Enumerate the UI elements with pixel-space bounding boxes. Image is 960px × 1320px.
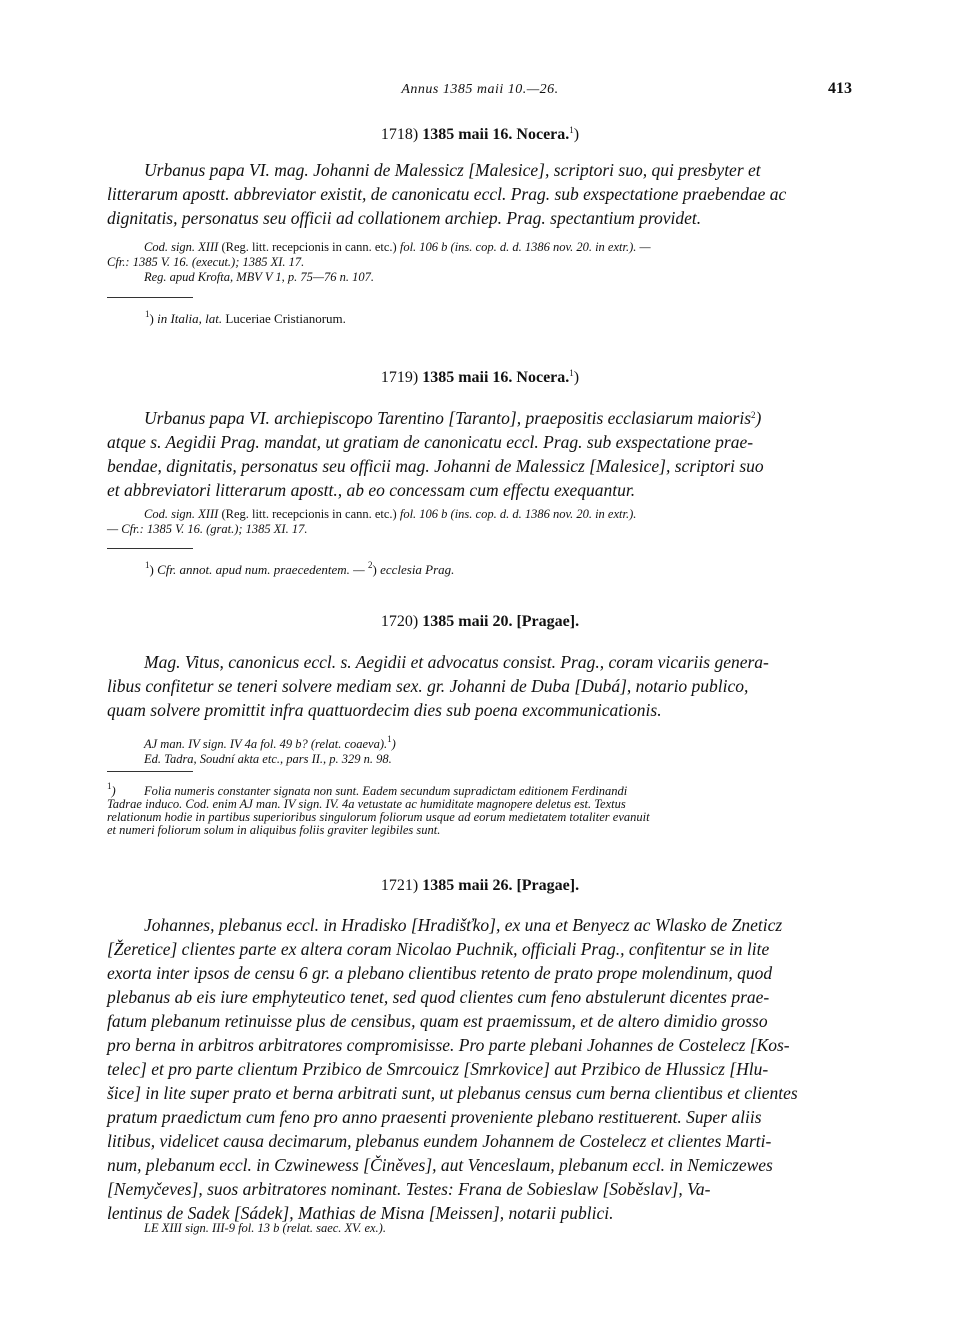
footnote-1719: $^1$) Cfr. annot. apud num. praecedentem. — $^2$) ecclesia Prag.: [145, 560, 455, 577]
sources-1721: LE XIII sign. III-9 fol. 13 b (relat. saec. XV. ex.).: [144, 1221, 386, 1235]
sources-1718: Cod. sign. XIII (Reg. litt. recepcionis in cann. etc.) fol. 106 b (ins. cop. d. d. 1386 nov. 20. in extr.). — Cfr.: 1385 V. 16. (execut.); 1385 XI. 17. Reg. apud Krofta, MBV V 1, p. 75—76 n. 107.: [107, 240, 651, 284]
sources-1720: AJ man. IV sign. IV 4a fol. 49 b? (relat. coaeva).$^1$) Ed. Tadra, Soudní akta etc., pars II., p. 329 n. 98.: [144, 734, 396, 766]
footnote-1720: $^1$) Folia numeris constanter signata non sunt. Eadem secundum supradictam editionem Ferdinandi Tadrae induco. Cod. enim AJ man. IV sign. IV. 4a vetustate ac humiditate magnopere deletus est. Textus relationum hodie in partibus superioribus singulorum foliorum usque ad eorum medietatem totaliter evanuit et numeri foliorum solum in aliquibus foliis graviter legibiles sunt.: [107, 781, 650, 837]
regest-1718: Urbanus papa VI. mag. Johanni de Malessicz [Malesice], scriptori suo, qui presbyter et litterarum apostt. abbreviator existit, de canonicatu eccl. Prag. sub exspectatione praebendae ac dignitatis, personatus seu officii ad collationem archiep. Prag. spectantium providet.: [107, 160, 787, 228]
sources-1719: Cod. sign. XIII (Reg. litt. recepcionis in cann. etc.) fol. 106 b (ins. cop. d. d. 1386 nov. 20. in extr.). — Cfr.: 1385 V. 16. (grat.); 1385 XI. 17.: [107, 507, 637, 536]
footnote-rule: [107, 548, 193, 549]
regest-1719: Urbanus papa VI. archiepiscopo Tarentino [Taranto], praepositis ecclasiarum maioris$^2$) atque s. Aegidii Prag. mandat, ut gratiam de canonicatu eccl. Prag. sub exspectatione prae- bendae, dignitatis, personatus seu officii mag. Johanni de Malessicz [Malesice], scriptori suo et abbreviatori litterarum apostt., ab eo concessam cum effectu exequantur.: [107, 408, 764, 500]
entry-heading-1718: 1718) 1385 maii 16. Nocera.$^1$): [380, 125, 580, 143]
footnote-rule: [107, 771, 193, 772]
regest-1720: Mag. Vitus, canonicus eccl. s. Aegidii et advocatus consist. Prag., coram vicariis genera- libus confitetur se teneri solvere mediam sex. gr. Johanni de Duba [Dubá], notario publico, quam solvere promittit infra quattuordecim dies sub poena excommunicationis.: [107, 652, 769, 720]
footnote-rule: [107, 297, 193, 298]
regest-1721: Johannes, plebanus eccl. in Hradisko [Hradišťko], ex una et Benyecz ac Wlasko de Zneticz [Žeretice] clientes parte ex altera coram Nicolao Puchnik, officiali Prag., confitentur se in lite exorta inter ipsos de censu 6 gr. a plebano clientibus retento de prato prope molendinum, quod plebanus ab eis iure emphyteutico tenet, sed quod clientes cum feno abstulerunt dicentes prae- fatum plebanum retinuisse plus de censibus, quam est praemissum, et de altero dimidio grosso pro berna in arbitros arbitratores compromisisse. Pro parte plebani Johannes de Costelecz [Kos- telec] et pro parte clientum Przibico de Smrcouicz [Smrkovice] aut Przibico de Hlussicz [Hlu- šice] in lite super prato et berna arbitrati sunt, ut plebanus census cum berna clientibus et clientes pratum praedictum cum feno pro anno praesenti proveniente plebano restituerent. Super aliis litibus, videlicet causa decimarum, plebanus eundem Johannem de Costelecz et clientes Marti- num, plebanum eccl. in Czwinewess [Činěves], aut Venceslaum, plebanum eccl. in Nemiczewes [Nemyčeves], suos arbitratores nominant. Testes: Frana de Sobieslaw [Soběslav], Va- lentinus de Sadek [Sádek], Mathias de Misna [Meissen], notarii publici.: [107, 915, 798, 1223]
running-head: Annus 1385 maii 10.—26.: [401, 82, 559, 97]
entry-heading-1721: 1721) 1385 maii 26. [Pragae].: [380, 877, 580, 894]
entry-heading-1720: 1720) 1385 maii 20. [Pragae].: [380, 613, 580, 630]
page-number: 413: [828, 80, 852, 97]
footnote-1718: $^1$) in Italia, lat. Luceriae Cristianorum.: [145, 309, 346, 326]
entry-heading-1719: 1719) 1385 maii 16. Nocera.$^1$): [380, 368, 580, 386]
